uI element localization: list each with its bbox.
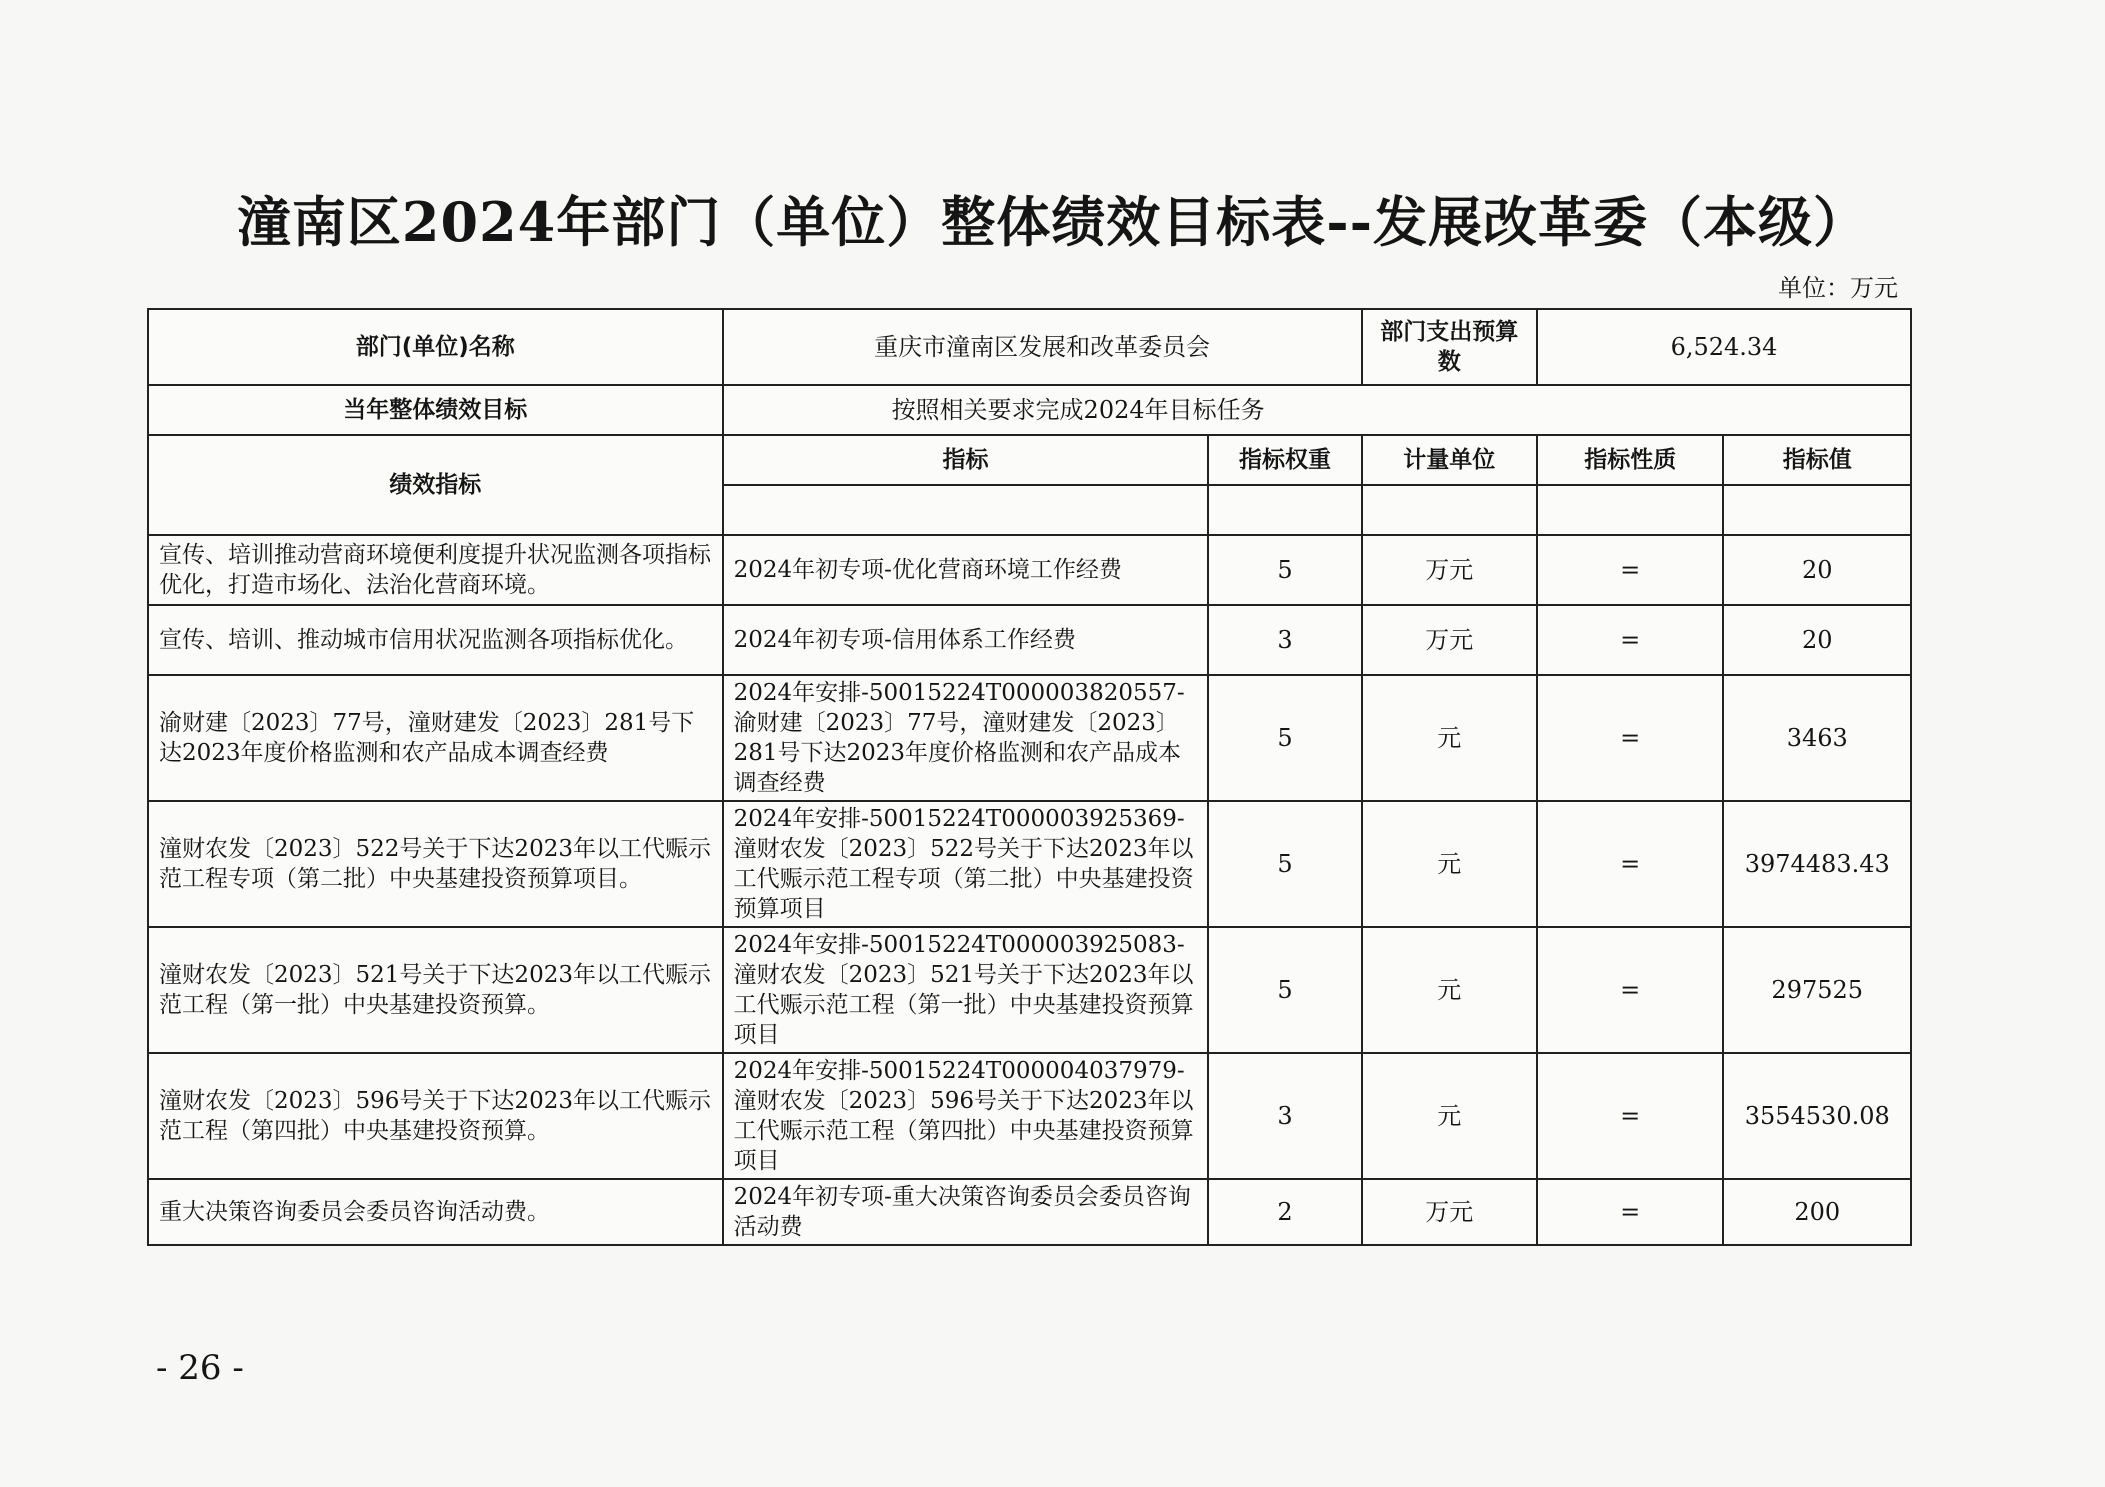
performance-table: [147, 308, 1912, 1246]
row-indicator: 2024年安排-50015224T000004037979-潼财农发〔2023〕596号关于下达2023年以工代赈示范工程（第四批）中央基建投资预算项目: [723, 1053, 1209, 1179]
row-value: 297525: [1723, 927, 1911, 1053]
row-description: 重大决策咨询委员会委员咨询活动费。: [148, 1179, 723, 1245]
row-description: 潼财农发〔2023〕522号关于下达2023年以工代赈示范工程专项（第二批）中央基建投资预算项目。: [148, 801, 723, 927]
table-row: [148, 927, 1911, 1053]
row-unit: 万元: [1362, 1179, 1537, 1245]
row-nature: =: [1537, 605, 1723, 675]
row-value: 3974483.43: [1723, 801, 1911, 927]
budget-value: 6,524.34: [1537, 309, 1911, 385]
dept-name-label: 部门(单位)名称: [148, 309, 723, 385]
row-weight: 3: [1208, 1053, 1361, 1179]
row-indicator: 2024年初专项-重大决策咨询委员会委员咨询活动费: [723, 1179, 1209, 1245]
row-description: 宣传、培训推动营商环境便利度提升状况监测各项指标优化，打造市场化、法治化营商环境。: [148, 535, 723, 605]
row-value: 3554530.08: [1723, 1053, 1911, 1179]
col-header-nature: 指标性质: [1537, 435, 1723, 485]
budget-label: 部门支出预算数: [1362, 309, 1537, 385]
row-indicator: 2024年安排-50015224T000003820557-渝财建〔2023〕77号，潼财建发〔2023〕281号下达2023年度价格监测和农产品成本调查经费: [723, 675, 1209, 801]
row-unit: 万元: [1362, 605, 1537, 675]
row-weight: 5: [1208, 927, 1361, 1053]
row-nature: =: [1537, 1053, 1723, 1179]
table-row: [148, 1053, 1911, 1179]
row-nature: =: [1537, 1179, 1723, 1245]
row-weight: 5: [1208, 801, 1361, 927]
row-value: 20: [1723, 605, 1911, 675]
row-nature: =: [1537, 927, 1723, 1053]
col-header-weight: 指标权重: [1208, 435, 1361, 485]
col-header-unit: 计量单位: [1362, 435, 1537, 485]
row-nature: =: [1537, 801, 1723, 927]
row-description: 渝财建〔2023〕77号，潼财建发〔2023〕281号下达2023年度价格监测和农产品成本调查经费: [148, 675, 723, 801]
row-indicator: 2024年安排-50015224T000003925083-潼财农发〔2023〕521号关于下达2023年以工代赈示范工程（第一批）中央基建投资预算项目: [723, 927, 1209, 1053]
row-unit: 元: [1362, 801, 1537, 927]
page-number: - 26 -: [156, 1348, 244, 1388]
goal-label: 当年整体绩效目标: [148, 385, 723, 435]
empty-cell: [1723, 485, 1911, 535]
table-row: [148, 605, 1911, 675]
unit-label: 单位：万元: [1778, 274, 1898, 302]
row-indicator: 2024年安排-50015224T000003925369-潼财农发〔2023〕522号关于下达2023年以工代赈示范工程专项（第二批）中央基建投资预算项目: [723, 801, 1209, 927]
row-weight: 3: [1208, 605, 1361, 675]
row-value: 200: [1723, 1179, 1911, 1245]
empty-cell: [1537, 485, 1723, 535]
row-unit: 元: [1362, 1053, 1537, 1179]
row-description: 潼财农发〔2023〕521号关于下达2023年以工代赈示范工程（第一批）中央基建投资预算。: [148, 927, 723, 1053]
table-row: [148, 1179, 1911, 1245]
row-weight: 5: [1208, 535, 1361, 605]
col-header-value: 指标值: [1723, 435, 1911, 485]
row-weight: 2: [1208, 1179, 1361, 1245]
table-row: [148, 675, 1911, 801]
row-indicator: 2024年初专项-信用体系工作经费: [723, 605, 1209, 675]
row-description: 宣传、培训、推动城市信用状况监测各项指标优化。: [148, 605, 723, 675]
row-nature: =: [1537, 675, 1723, 801]
row-weight: 5: [1208, 675, 1361, 801]
row-unit: 元: [1362, 927, 1537, 1053]
table-row: [148, 535, 1911, 605]
dept-name-value: 重庆市潼南区发展和改革委员会: [723, 309, 1362, 385]
table-row: [148, 801, 1911, 927]
col-header-indicator: 指标: [723, 435, 1209, 485]
row-unit: 万元: [1362, 535, 1537, 605]
row-nature: =: [1537, 535, 1723, 605]
empty-cell: [723, 485, 1209, 535]
row-value: 3463: [1723, 675, 1911, 801]
page-title: 潼南区2024年部门（单位）整体绩效目标表--发展改革委（本级）: [236, 190, 1869, 254]
empty-cell: [1208, 485, 1361, 535]
row-unit: 元: [1362, 675, 1537, 801]
perf-label: 绩效指标: [148, 435, 723, 535]
row-value: 20: [1723, 535, 1911, 605]
empty-cell: [1362, 485, 1537, 535]
goal-value: 按照相关要求完成2024年目标任务: [723, 385, 1911, 435]
row-description: 潼财农发〔2023〕596号关于下达2023年以工代赈示范工程（第四批）中央基建投资预算。: [148, 1053, 723, 1179]
row-indicator: 2024年初专项-优化营商环境工作经费: [723, 535, 1209, 605]
